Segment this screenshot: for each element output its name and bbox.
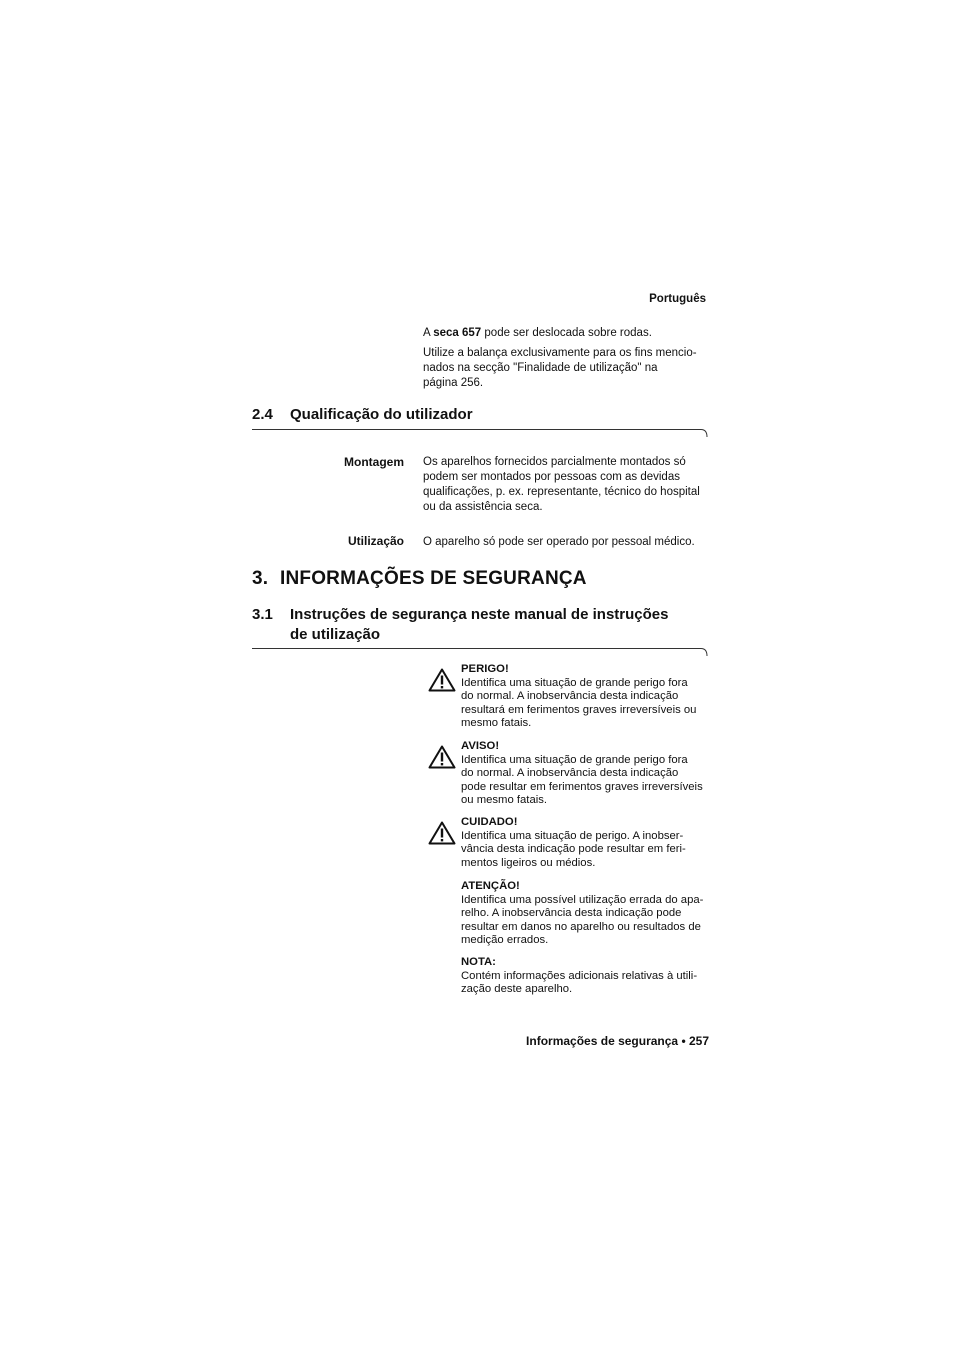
notice-title: ATENÇÃO!: [461, 880, 520, 892]
notice-title: PERIGO!: [461, 663, 509, 675]
text-line: Utilize a balança exclusivamente para os fins mencio-: [423, 347, 697, 359]
label-montagem: Montagem: [344, 455, 404, 469]
text-line: ou da assistência seca.: [423, 501, 543, 513]
text-line: nados na secção "Finalidade de utilização" na: [423, 362, 658, 374]
text-line: Identifica uma situação de perigo. A inobser-: [461, 829, 684, 842]
notice-perigo: [461, 663, 713, 731]
section-heading-3-1: [252, 605, 722, 645]
chapter-title: INFORMAÇÕES DE SEGURANÇA: [280, 568, 587, 589]
utilizacao-text: [423, 535, 713, 550]
notice-cuidado: [461, 816, 713, 870]
chapter-number: 3.: [252, 568, 269, 589]
label-utilizacao: Utilização: [347, 534, 404, 548]
text-line: medição errados.: [461, 934, 549, 947]
warning-triangle-icon: [428, 821, 456, 845]
section-rule: [252, 429, 708, 439]
text-line: mentos ligeiros ou médios.: [461, 856, 596, 869]
notice-title: CUIDADO!: [461, 816, 518, 828]
title-line: Instruções de segurança neste manual de instruções: [290, 606, 669, 623]
notice-aviso: [461, 740, 713, 808]
text-line: do normal. A inobservância desta indicação: [461, 690, 679, 703]
text-line: Identifica uma situação de grande perigo fora: [461, 753, 688, 766]
text-line: página 256.: [423, 377, 484, 389]
section-number: 3.1: [252, 606, 273, 623]
text-line: Contém informações adicionais relativas à utili-: [461, 969, 698, 982]
product-name: seca 657: [433, 327, 482, 339]
text-line: resultar em danos no aparelho ou resultados de: [461, 920, 701, 933]
warning-triangle-icon: [428, 745, 456, 769]
notice-nota: [461, 956, 713, 997]
text-line: ou mesmo fatais.: [461, 794, 548, 807]
section-title: [290, 605, 722, 645]
intro-text: A: [423, 327, 434, 339]
text-line: mesmo fatais.: [461, 717, 532, 730]
text-line: pode resultar em ferimentos graves irreversíveis: [461, 780, 703, 793]
text-line: qualificações, p. ex. representante, técnico do hospital: [423, 486, 700, 498]
text-line: Os aparelhos fornecidos parcialmente montados só: [423, 456, 686, 468]
text-line: vância desta indicação pode resultar em feri-: [461, 843, 686, 856]
text-line: Identifica uma possível utilização errada do apa-: [461, 893, 704, 906]
notice-title: AVISO!: [461, 740, 500, 752]
section-number: 2.4: [252, 406, 273, 423]
intro-text: pode ser deslocada sobre rodas.: [481, 327, 652, 339]
section-heading-2-4: [252, 405, 473, 425]
text-line: relho. A inobservância desta indicação pode: [461, 907, 682, 920]
page-footer: Informações de segurança • 257: [526, 1034, 709, 1048]
text-line: resultará em ferimentos graves irreversíveis ou: [461, 703, 697, 716]
montagem-text: [423, 455, 713, 515]
intro-paragraph-2: [423, 346, 713, 391]
notice-atencao: [461, 880, 713, 948]
section-rule: [252, 648, 708, 658]
intro-paragraph-1: [423, 326, 713, 341]
notice-title: NOTA:: [461, 956, 496, 968]
text-line: do normal. A inobservância desta indicação: [461, 767, 679, 780]
title-line: de utilização: [290, 626, 381, 643]
text-line: podem ser montados por pessoas com as devidas: [423, 471, 680, 483]
text-line: zação deste aparelho.: [461, 983, 573, 996]
text-line: O aparelho só pode ser operado por pessoal médico.: [423, 536, 695, 548]
warning-triangle-icon: [428, 668, 456, 692]
section-title: Qualificação do utilizador: [290, 406, 473, 423]
chapter-heading-3: [252, 568, 587, 590]
text-line: Identifica uma situação de grande perigo fora: [461, 676, 688, 689]
language-label: Português: [649, 293, 706, 305]
